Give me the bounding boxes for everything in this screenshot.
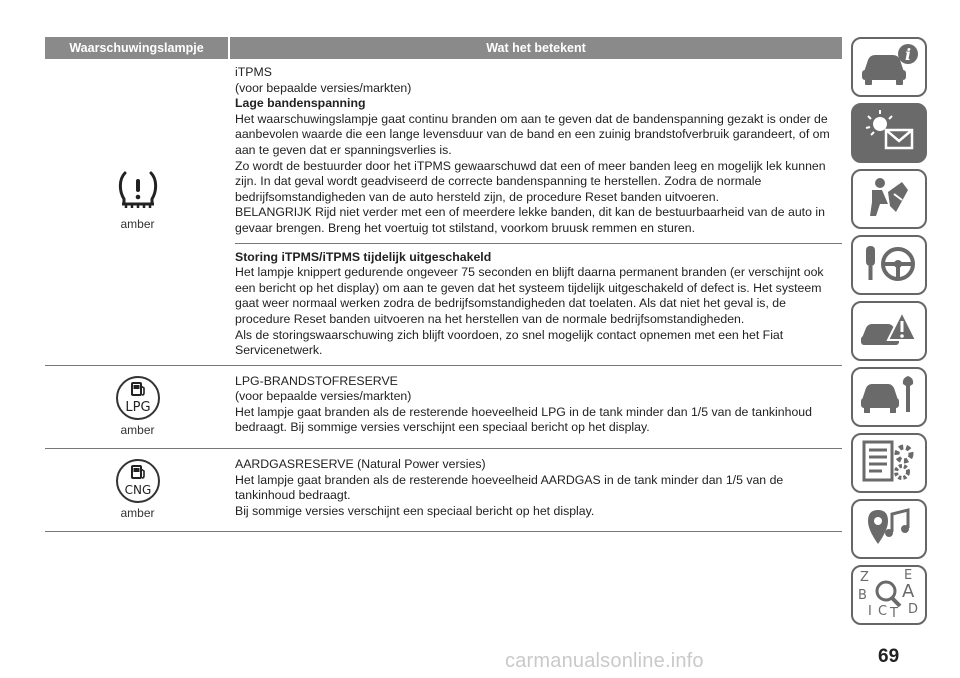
tab-seat-airbag[interactable] [851,169,927,229]
lamp-color-label: amber [120,217,155,231]
applicability-note: (voor bepaalde versies/markten) [235,389,412,404]
section-heading: Storing iTPMS/iTPMS tijdelijk uitgeschakeld [235,249,492,264]
meaning-cell [230,59,842,365]
svg-text:LPG: LPG [124,399,151,415]
tab-index[interactable] [851,565,927,625]
lamp-color-label: amber [120,506,155,521]
alphabetical-index-icon [856,567,922,624]
table-row [45,366,842,449]
car-service-icon [858,372,920,423]
svg-text:D: D [908,601,919,617]
meaning-cell [230,449,842,531]
svg-text:B: B [858,587,867,603]
meaning-cell [230,366,842,448]
multimedia-icon [858,504,920,555]
table-row [45,59,842,366]
table-header [45,37,842,59]
warning-lights-table [45,37,842,532]
warning-light-message-icon [858,108,920,159]
seat-airbag-icon [858,174,920,225]
svg-text:C: C [878,603,888,619]
watermark: carmanualsonline.info [505,650,704,672]
tab-key-steering[interactable] [851,235,927,295]
svg-text:A: A [902,580,915,602]
paragraph: Het lampje gaat branden als de resterende hoeveelheid LPG in de tank minder dan 1/5 van de tankinhoud bedraagt. Bij sommige versies verschijnt een speciaal bericht op het display. [235,404,812,435]
paragraph: Bij sommige versies verschijnt een speciaal bericht op het display. [235,503,595,518]
lamp-cell [45,449,230,531]
svg-text:Z: Z [860,569,869,585]
chapter-tabs [851,37,929,631]
tab-emergency[interactable] [851,301,927,361]
lamp-cell [45,59,230,365]
tab-technical-data[interactable] [851,433,927,493]
paragraph: Als de storingswaarschuwing zich blijft voordoen, zo snel mogelijk contact opnemen met een het Fiat Servicenetwerk. [235,327,784,358]
table-row [45,449,842,532]
paragraph: Het lampje gaat branden als de resterende hoeveelheid AARDGAS in de tank minder dan 1/5 van de tankinhoud bedraagt. [235,472,784,503]
tab-car-info[interactable] [851,37,927,97]
page-number: 69 [878,646,900,667]
technical-data-icon [858,438,920,489]
svg-text:CNG: CNG [124,483,151,498]
lpg-fuel-reserve-icon [116,376,160,420]
svg-text:i: i [904,44,912,64]
svg-text:E: E [904,567,913,583]
paragraph: Het waarschuwingslampje gaat continu branden om aan te geven dat de bandenspanning gezakt is onder de aanbevolen waarde die een lange levensduur van de band en een zuinig brandstofverbruik garandeert, of om aan te geven dat er spanningsverlies is. [235,111,830,157]
cng-fuel-reserve-icon [116,459,160,503]
car-emergency-icon [858,306,920,357]
meaning-block [235,59,842,243]
tire-pressure-warning-icon [116,169,160,214]
lamp-cell [45,366,230,448]
paragraph: Zo wordt de bestuurder door het iTPMS gewaarschuwd dat een of meer banden leeg en mogelijk lek kunnen zijn. In dat geval wordt geadviseerd de correcte bandenspanning te herstellen. Zodra de normale bedrijfsomstandigheden van de auto hersteld zijn, de procedure Reset banden uitvoeren. [235,158,826,204]
svg-text:T: T [890,605,898,619]
key-steering-wheel-icon [858,240,920,291]
tab-multimedia[interactable] [851,499,927,559]
system-name: LPG-BRANDSTOFRESERVE [235,373,398,388]
meaning-block [235,243,842,365]
tab-service[interactable] [851,367,927,427]
paragraph: BELANGRIJK Rijd niet verder met een of meerdere lekke banden, dit kan de bestuurbaarheid van de auto in gevaar brengen. Breng het voertuig tot stilstand, voorkom bruusk remmen en sturen. [235,205,825,235]
lamp-color-label: amber [120,422,155,437]
system-name: AARDGASRESERVE (Natural Power versies) [235,457,486,472]
car-info-icon [858,42,920,93]
header-lamp: Waarschuwingslampje [45,37,230,59]
system-name: iTPMS [235,65,272,79]
paragraph: Het lampje knippert gedurende ongeveer 75 seconden en blijft daarna permanent branden (er verschijnt ook een bericht op het display) om aan te geven dat het systeem tijdelijk uitgeschakeld of defect is. Het systeem gaat weer normaal werken zodra de bedrijfsomstandigheden dat toelaten. Als dat niet het geval is, de procedure Reset banden uitvoeren na het herstellen van de normale bedrijfsomstandigheden. [235,265,824,326]
header-meaning: Wat het betekent [486,41,586,55]
applicability-note: (voor bepaalde versies/markten) [235,80,412,95]
section-heading: Lage bandenspanning [235,96,366,111]
svg-text:I: I [868,603,872,619]
tab-warning-lights[interactable] [851,103,927,163]
